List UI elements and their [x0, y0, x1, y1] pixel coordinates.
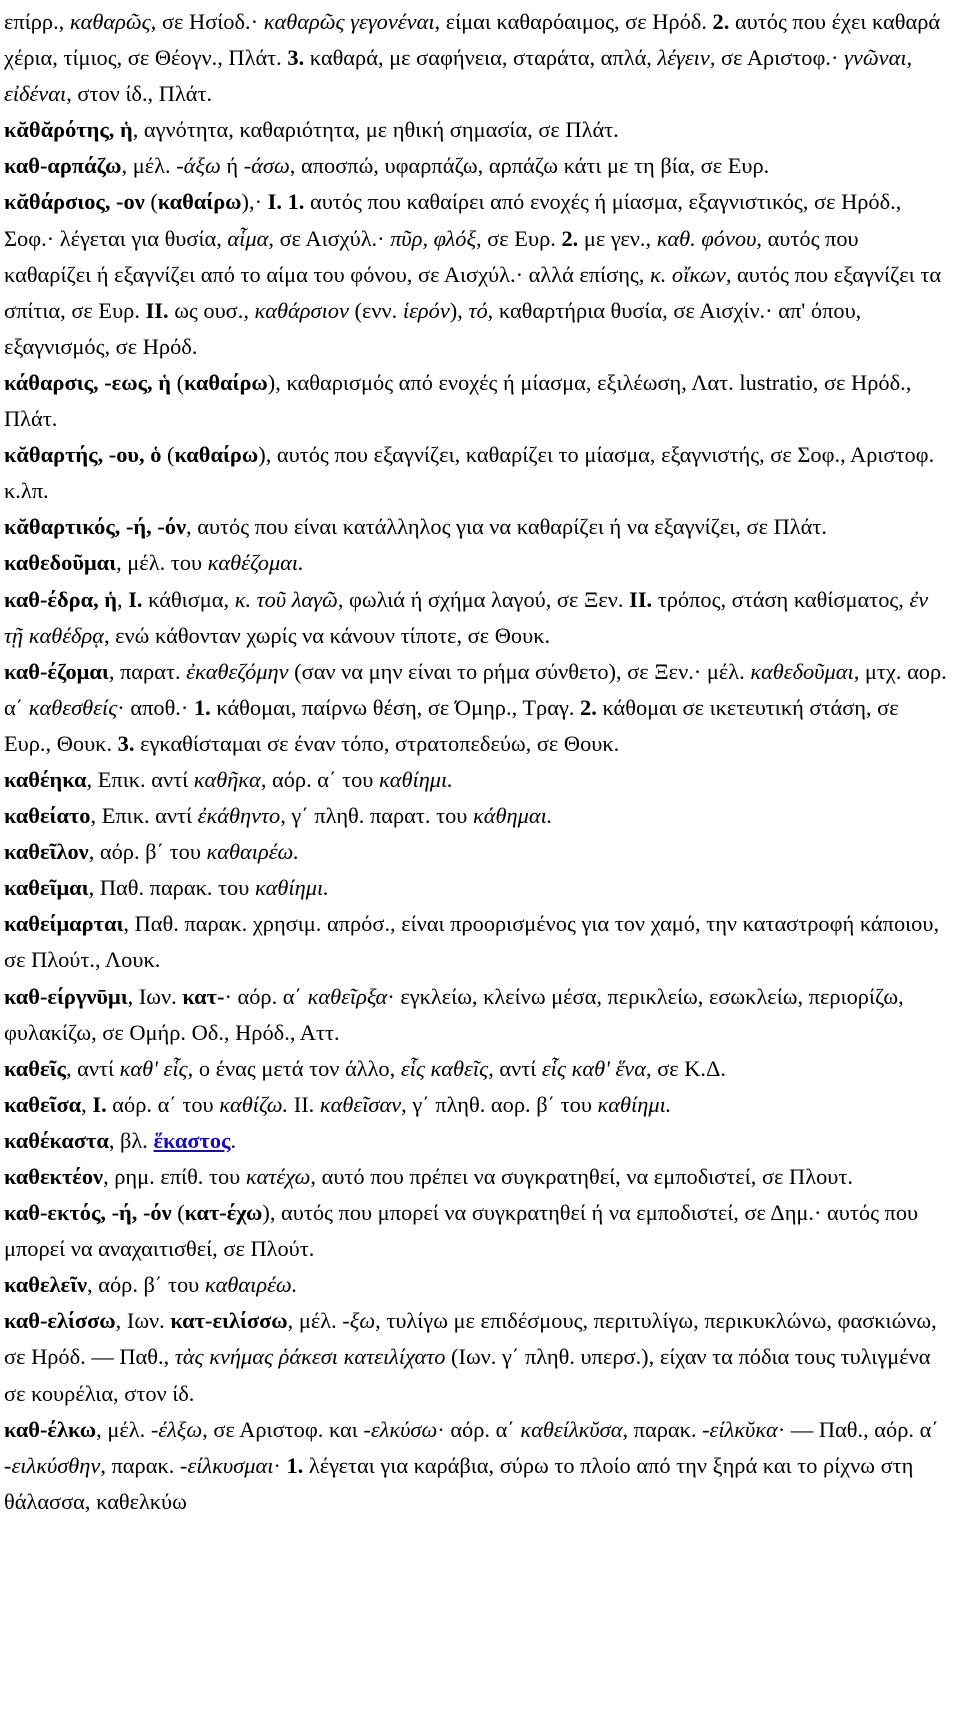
headword-bold: 2.: [561, 225, 579, 251]
definition-text: , σε Κ.Δ.: [646, 1055, 727, 1081]
italic-text: καθίημι.: [597, 1091, 672, 1117]
definition-text: , αποσπώ, υφαρπάζω, αρπάζω κάτι με τη βία, σε Ευρ.: [289, 153, 770, 179]
definition-text: , αυτός που εξαγνίζει τα σπίτια, σε Ευρ.: [4, 261, 942, 323]
dictionary-entry: [4, 762, 950, 798]
dictionary-entry: [4, 1412, 950, 1520]
definition-text: αυτός που καθαίρει από ενοχές ή μίασμα, εξαγνιστικός, σε Ηρόδ., Σοφ.· λέγεται για θυσία,: [4, 189, 902, 251]
italic-text: καθαιρέω.: [204, 1272, 298, 1298]
definition-text: (: [161, 442, 175, 468]
dictionary-entry: [4, 979, 950, 1051]
dictionary-entry: [4, 1195, 950, 1267]
headword-bold: καθέηκα: [4, 766, 87, 792]
italic-text: -άξω: [176, 153, 221, 179]
cross-reference-link[interactable]: ἕκαστος: [153, 1127, 231, 1153]
italic-text: -ξω: [342, 1308, 376, 1334]
headword-bold: II.: [629, 586, 653, 612]
definition-text: , τυλίγω με επιδέσμους, περιτυλίγω, περικυκλώνω, φασκιώνω, σε Ηρόδ. — Παθ.,: [4, 1308, 937, 1370]
definition-text: , σε Αριστοφ. και: [202, 1416, 364, 1442]
headword-bold: καθέκαστα: [4, 1127, 109, 1153]
definition-text: · αόρ. α΄: [224, 983, 308, 1009]
dictionary-entry: [4, 906, 950, 978]
definition-text: , γ΄ πληθ. παρατ. του: [280, 803, 473, 829]
definition-text: , Ιων.: [127, 983, 183, 1009]
definition-text: · εγκλείω, κλείνω μέσα, περικλείω, εσωκλείω, περιορίζω, φυλακίζω, σε Ομήρ. Οδ., Ηρόδ., Αττ.: [4, 983, 904, 1045]
definition-text: , μέλ.: [287, 1308, 343, 1334]
italic-text: καθ. φόνου: [656, 225, 757, 251]
headword-bold: καθ-έδρα, ἡ: [4, 586, 118, 612]
italic-text: -είλκυσμαι: [179, 1452, 274, 1478]
headword-bold: καθείμαρται: [4, 911, 124, 937]
italic-text: τό: [468, 297, 488, 323]
headword-bold: 1.: [286, 1452, 304, 1478]
definition-text: , είμαι καθαρόαιμος, σε Ηρόδ.: [434, 9, 713, 34]
dictionary-entry: [4, 1087, 950, 1123]
italic-text: ἐκαθεζόμην: [186, 658, 289, 684]
dictionary-entry: [4, 545, 950, 581]
definition-text: , αόρ. β΄ του: [88, 839, 207, 865]
definition-text: , Επικ. αντί: [90, 803, 198, 829]
italic-text: καθαρῶς γεγονέναι: [263, 9, 435, 34]
definition-text: κάθομαι, παίρνω θέση, σε Όμηρ., Τραγ.: [210, 694, 581, 720]
italic-text: καθεῖρξα: [307, 983, 388, 1009]
definition-text: κάθισμα,: [142, 586, 235, 612]
definition-text: , βλ.: [108, 1127, 154, 1153]
dictionary-entry: [4, 654, 950, 762]
headword-bold: κάθαρσις, -εως, ἡ: [4, 369, 171, 395]
italic-text: κ. τοῦ λαγῶ: [234, 586, 338, 612]
italic-text: -ειλκύσθην: [4, 1452, 101, 1478]
headword-bold: 3.: [117, 730, 135, 756]
definition-text: ),: [449, 297, 469, 323]
definition-text: · αόρ. α΄: [437, 1416, 521, 1442]
headword-bold: κατ-: [182, 983, 225, 1009]
definition-text: αόρ. α΄ του: [106, 1091, 220, 1117]
definition-text: , αόρ. β΄ του: [87, 1272, 205, 1298]
definition-text: με γεν.,: [578, 225, 657, 251]
definition-text: , αόρ. α΄ του: [260, 766, 379, 792]
definition-text: , παρατ.: [108, 658, 187, 684]
headword-bold: I. 1.: [267, 189, 305, 215]
definition-text: , αντί: [65, 1055, 120, 1081]
dictionary-entry: [4, 870, 950, 906]
headword-bold: 1.: [193, 694, 211, 720]
definition-text: , αυτός που είναι κατάλληλος για να καθαρίζει ή να εξαγνίζει, σε Πλάτ.: [186, 514, 827, 540]
headword-bold: καθεδοῦμαι: [4, 550, 117, 576]
italic-text: καθ' εἷς: [119, 1055, 188, 1081]
definition-text: ),·: [241, 189, 268, 215]
italic-text: καθίζω.: [219, 1091, 289, 1117]
definition-text: , ο ένας μετά τον άλλο,: [187, 1055, 401, 1081]
dictionary-entry: [4, 148, 950, 184]
italic-text: καθαιρέω.: [206, 839, 299, 865]
headword-bold: κᾰθαρτής, -ου, ὁ: [4, 442, 162, 468]
italic-text: καθίημι.: [254, 875, 329, 901]
headword-bold: 2.: [580, 694, 597, 720]
definition-text: , μέλ.: [121, 153, 177, 179]
italic-text: -άσω: [243, 153, 290, 179]
headword-bold: καθαίρω: [157, 189, 242, 215]
definition-text: τρόπος, στάση καθίσματος,: [652, 586, 910, 612]
italic-text: γνῶναι, εἰδέναι: [4, 45, 913, 107]
dictionary-entry: [4, 798, 950, 834]
italic-text: ἐκάθηντο: [197, 803, 281, 829]
definition-text: , παρακ.: [100, 1452, 180, 1478]
dictionary-entry: [4, 1051, 950, 1087]
definition-text: , παρακ.: [622, 1416, 703, 1442]
headword-bold: καθ-εκτός, -ή, -όν: [4, 1200, 172, 1226]
italic-text: αἷμα: [227, 225, 269, 251]
headword-bold: καθεῖλον: [4, 839, 89, 865]
headword-bold: I.: [92, 1091, 107, 1117]
definition-text: (ενν.: [348, 297, 403, 323]
headword-bold: καθελεῖν: [4, 1272, 88, 1298]
italic-text: εἷς καθεῖς: [400, 1055, 489, 1081]
definition-text: , αγνότητα, καθαριότητα, με ηθική σημασία, σε Πλάτ.: [132, 117, 619, 143]
italic-text: καθεῖσαν: [319, 1091, 402, 1117]
headword-bold: καθεῖσα: [4, 1091, 82, 1117]
dictionary-entry: [4, 184, 950, 364]
definition-text: κάθομαι σε ικετευτική στάση, σε Ευρ., Θουκ.: [4, 694, 899, 756]
dictionary-entry: [4, 1159, 950, 1195]
headword-bold: κατ-έχω: [184, 1200, 263, 1226]
definition-text: ΙΙ.: [288, 1091, 320, 1117]
definition-text: , Επικ. αντί: [86, 766, 194, 792]
definition-text: , μτχ. αορ. α΄: [4, 658, 947, 720]
headword-bold: καθεῖμαι: [4, 875, 89, 901]
headword-bold: 3.: [287, 45, 305, 71]
definition-text: , σε Ησίοδ.·: [150, 9, 264, 34]
definition-text: , Ιων.: [115, 1308, 171, 1334]
definition-text: ·: [273, 1452, 287, 1478]
dictionary-entry: [4, 112, 950, 148]
definition-text: .: [230, 1127, 237, 1153]
definition-text: , αυτό που πρέπει να συγκρατηθεί, να εμποδιστεί, σε Πλουτ.: [310, 1164, 853, 1189]
definition-text: , σε Αισχύλ.·: [268, 225, 391, 251]
headword-bold: καθ-αρπάζω: [4, 153, 122, 179]
definition-text: ,: [81, 1091, 93, 1117]
italic-text: λέγειν: [657, 45, 710, 71]
definition-text: ή: [220, 153, 244, 179]
definition-text: ως ουσ.,: [168, 297, 255, 323]
headword-bold: καθείατο: [4, 803, 91, 829]
definition-text: , Παθ. παρακ. του: [88, 875, 255, 901]
definition-text: ), καθαρισμός από ενοχές ή μίασμα, εξιλέωση, Λατ. lustratio, σε Ηρόδ., Πλάτ.: [4, 369, 912, 432]
italic-text: καθάρσιον: [254, 297, 349, 323]
definition-text: λέγεται για καράβια, σύρω το πλοίο από την ξηρά και το ρίχνω στη θάλασσα, καθελκύω: [4, 1452, 914, 1514]
headword-bold: I.: [128, 586, 143, 612]
definition-text: καθαρά, με σαφήνεια, σταράτα, απλά,: [304, 45, 658, 71]
dictionary-entry: [4, 834, 950, 870]
definition-text: , στον ίδ., Πλάτ.: [66, 81, 213, 107]
dictionary-entry: [4, 4, 950, 112]
definition-text: ), αυτός που μπορεί να συγκρατηθεί ή να εμποδιστεί, σε Δημ.· αυτός που μπορεί να αναχαιτισθεί, σε Πλούτ.: [4, 1200, 919, 1262]
headword-bold: κᾰθᾰρότης, ἡ: [4, 117, 133, 143]
headword-bold: κατ-ειλίσσω: [170, 1308, 288, 1334]
headword-bold: καθ-έζομαι: [4, 658, 109, 684]
italic-text: -είλκῠκα: [702, 1416, 778, 1442]
definition-text: , καθαρτήρια θυσία, σε Αισχίν.· απ' όπου, εξαγνισμός, σε Ηρόδ.: [4, 297, 862, 359]
dictionary-entry: [4, 582, 950, 654]
italic-text: καθίημι.: [378, 766, 453, 792]
dictionary-entry: [4, 1123, 950, 1159]
italic-text: κατέχω: [245, 1164, 311, 1189]
definition-text: (: [144, 189, 158, 215]
italic-text: πῦρ, φλόξ: [390, 225, 477, 251]
headword-bold: καθεῖς: [4, 1055, 66, 1081]
definition-text: , ενώ κάθονταν χωρίς να κάνουν τίποτε, σε Θουκ.: [103, 622, 551, 648]
definition-text: , γ΄ πληθ. αορ. β΄ του: [401, 1091, 598, 1117]
dictionary-entry: [4, 437, 950, 509]
italic-text: καθεσθείς: [28, 694, 118, 720]
definition-text: ,: [117, 586, 129, 612]
italic-text: καθαρῶς: [69, 9, 151, 34]
italic-text: τὰς κνήμας ῥάκεσι κατειλίχατο: [174, 1344, 446, 1370]
italic-text: καθῆκα: [193, 766, 261, 792]
headword-bold: καθεκτέον: [4, 1164, 104, 1189]
definition-text: , μέλ.: [96, 1416, 151, 1442]
definition-text: · — Παθ., αόρ. α΄: [777, 1416, 939, 1442]
headword-bold: κᾰθαρτικός, -ή, -όν: [4, 514, 187, 540]
definition-text: επίρρ.,: [4, 9, 70, 34]
italic-text: -ελκύσω: [363, 1416, 438, 1442]
definition-text: · αποθ.·: [117, 694, 194, 720]
italic-text: καθεδοῦμαι: [750, 658, 854, 684]
definition-text: , σε Αριστοφ.·: [709, 45, 845, 71]
dictionary-entry: [4, 365, 950, 437]
dictionary-entry: [4, 1267, 950, 1303]
definition-text: αυτός που έχει καθαρά χέρια, τίμιος, σε Θέογν., Πλάτ.: [4, 9, 941, 71]
definition-text: (: [170, 369, 185, 395]
definition-text: , ρημ. επίθ. του: [103, 1164, 246, 1189]
italic-text: κ. οἴκων: [649, 261, 726, 287]
italic-text: καθείλκῠσα: [520, 1416, 623, 1442]
headword-bold: καθ-είργνῡμι: [4, 983, 128, 1009]
definition-text: ), αυτός που εξαγνίζει, καθαρίζει το μίασμα, εξαγνιστής, σε Σοφ., Αριστοφ. κ.λπ.: [4, 442, 935, 504]
italic-text: ἐν τῇ καθέδρᾳ: [4, 586, 929, 648]
headword-bold: 2.: [712, 9, 730, 34]
definition-text: , μέλ. του: [116, 550, 208, 576]
definition-text: (σαν να μην είναι το ρήμα σύνθετο), σε Ξεν.· μέλ.: [288, 658, 751, 684]
headword-bold: καθ-έλκω: [4, 1416, 97, 1442]
italic-text: ἱερόν: [402, 297, 450, 323]
definition-text: (Ιων. γ΄ πληθ. υπερσ.), είχαν τα πόδια τους τυλιγμένα σε κουρέλια, στον ίδ.: [4, 1344, 931, 1406]
definition-text: , σε Ευρ.: [476, 225, 562, 251]
italic-text: καθέζομαι.: [207, 550, 304, 576]
definition-text: (: [171, 1200, 185, 1226]
headword-bold: καθαίρω: [184, 369, 268, 395]
headword-bold: καθ-ελίσσω: [4, 1308, 116, 1334]
definition-text: εγκαθίσταμαι σε έναν τόπο, στρατοπεδεύω, σε Θουκ.: [134, 730, 620, 756]
dictionary-entry: [4, 509, 950, 545]
italic-text: κάθημαι.: [472, 803, 553, 829]
definition-text: , αντί: [488, 1055, 542, 1081]
headword-bold: κᾰθάρσιος, -ον: [4, 189, 145, 215]
definition-text: , Παθ. παρακ. χρησιμ. απρόσ., είναι προορισμένος για τον χαμό, την καταστροφή κάποιου, σε Πλούτ., Λουκ.: [4, 911, 940, 973]
headword-bold: II.: [145, 297, 169, 323]
italic-text: εἷς καθ' ἕνα: [541, 1055, 646, 1081]
headword-bold: καθαίρω: [174, 442, 259, 468]
italic-text: -έλξω: [150, 1416, 203, 1442]
definition-text: , φωλιά ή σχήμα λαγού, σε Ξεν.: [337, 586, 630, 612]
dictionary-entry: [4, 1303, 950, 1411]
definition-text: , αυτός που καθαρίζει ή εξαγνίζει από το αίμα του φόνου, σε Αισχύλ.· αλλά επίσης,: [4, 225, 859, 287]
